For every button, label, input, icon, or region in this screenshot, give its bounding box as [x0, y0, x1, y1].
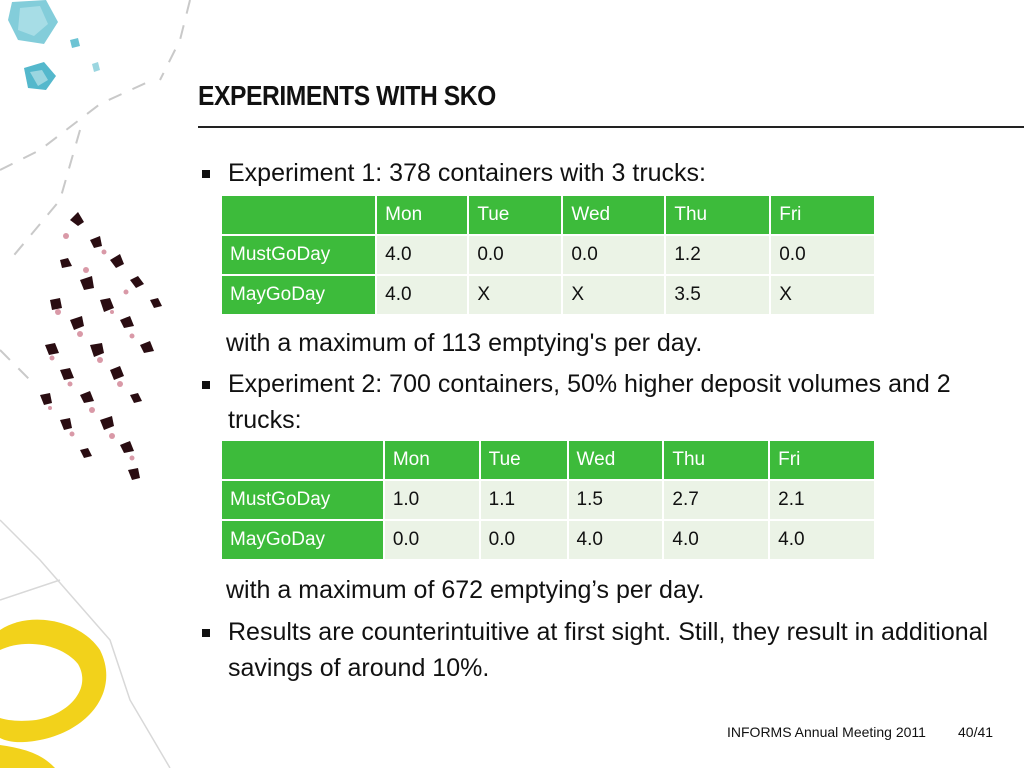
table-cell: 4.0	[664, 521, 768, 559]
header-cell-thu: Thu	[664, 441, 768, 479]
table-cell: 1.1	[481, 481, 567, 519]
square-bullet-icon	[202, 170, 210, 178]
title-divider	[198, 126, 1024, 128]
table-cell: 0.0	[563, 236, 664, 274]
footer-event-name: INFORMS Annual Meeting 2011	[727, 724, 926, 740]
square-bullet-icon	[202, 381, 210, 389]
header-cell-wed: Wed	[563, 196, 664, 234]
table-cell: 1.0	[385, 481, 479, 519]
footer-page-number: 40/41	[958, 724, 994, 740]
cyan-crystal-icon	[8, 0, 100, 90]
table-cell: 0.0	[385, 521, 479, 559]
dark-floral-cluster	[40, 212, 162, 480]
table-cell: 0.0	[469, 236, 561, 274]
row-label: MayGoDay	[222, 521, 383, 559]
table-cell: 4.0	[569, 521, 663, 559]
bullet-experiment-1	[202, 155, 992, 191]
row-label: MustGoDay	[222, 481, 383, 519]
table-cell: 2.7	[664, 481, 768, 519]
table-cell: 4.0	[770, 521, 874, 559]
header-cell-fri: Fri	[771, 196, 874, 234]
table-cell: 4.0	[377, 236, 467, 274]
header-cell-tue: Tue	[481, 441, 567, 479]
bullet-experiment-2	[202, 366, 992, 438]
yellow-ring-decoration	[0, 620, 106, 768]
experiment-1-table	[220, 194, 876, 316]
table-cell: X	[469, 276, 561, 314]
dashed-line-decoration	[0, 0, 190, 380]
table-header-row	[222, 441, 874, 479]
slide-title: EXPERIMENTS WITH SKO	[198, 80, 496, 111]
header-cell-thu: Thu	[666, 196, 769, 234]
table-cell: 4.0	[377, 276, 467, 314]
header-cell-wed: Wed	[569, 441, 663, 479]
table-row	[222, 236, 874, 274]
bullet-results	[202, 614, 992, 686]
table-header-row	[222, 196, 874, 234]
experiment-1-note: with a maximum of 113 emptying's per day.	[226, 329, 703, 357]
table-cell: 0.0	[481, 521, 567, 559]
experiment-2-note: with a maximum of 672 emptying’s per day.	[226, 576, 705, 604]
table-cell: X	[563, 276, 664, 314]
table-cell: 1.2	[666, 236, 769, 274]
square-bullet-icon	[202, 629, 210, 637]
table-row	[222, 276, 874, 314]
header-cell-tue: Tue	[469, 196, 561, 234]
header-cell-empty	[222, 196, 375, 234]
bullet-text: Results are counterintuitive at first sight. Still, they result in additional savings of around 10%.	[228, 618, 989, 682]
table-row	[222, 521, 874, 559]
table-cell: 2.1	[770, 481, 874, 519]
row-label: MayGoDay	[222, 276, 375, 314]
table-cell: 3.5	[666, 276, 769, 314]
header-cell-empty	[222, 441, 383, 479]
decorative-background-art	[0, 0, 200, 768]
header-cell-mon: Mon	[385, 441, 479, 479]
table-cell: 0.0	[771, 236, 874, 274]
bullet-text: Experiment 2: 700 containers, 50% higher deposit volumes and 2 trucks:	[228, 370, 951, 434]
bullet-text: Experiment 1: 378 containers with 3 trucks:	[228, 159, 707, 187]
header-cell-mon: Mon	[377, 196, 467, 234]
table-cell: 1.5	[569, 481, 663, 519]
experiment-2-table	[220, 439, 876, 561]
table-cell: X	[771, 276, 874, 314]
row-label: MustGoDay	[222, 236, 375, 274]
table-row	[222, 481, 874, 519]
header-cell-fri: Fri	[770, 441, 874, 479]
